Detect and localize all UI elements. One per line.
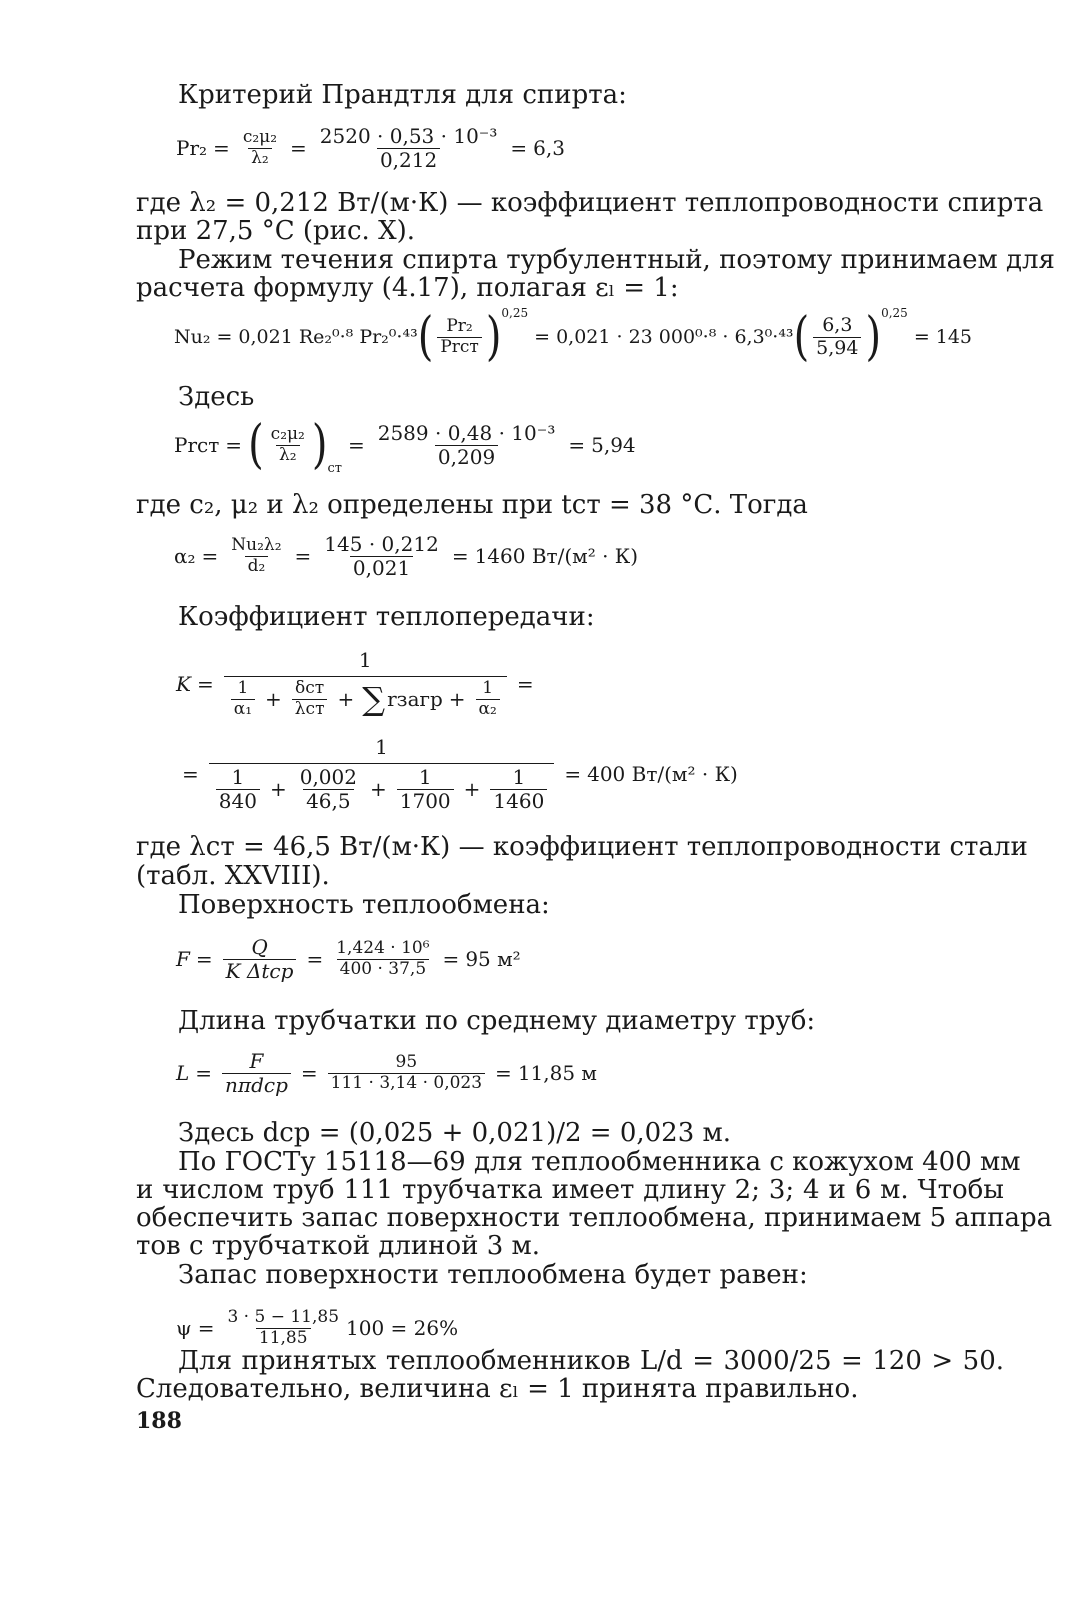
fraction: $\frac{3 \cdot 5 - 11,85}{11,85}$	[227, 1306, 340, 1348]
paragraph-mean-diameter: Здесь dср = (0,025 + 0,021)/2 = 0,023 м.	[178, 1118, 732, 1148]
eq-mid: 0,021 · 23 000⁰·⁸ · 6,3⁰·⁴³	[556, 326, 794, 348]
fraction: 6,3 5,94	[813, 315, 861, 360]
paragraph-conclusion: Следовательно, величина εₗ = 1 принята правильно.	[136, 1374, 859, 1404]
fraction: F nπdср	[222, 1050, 291, 1097]
paragraph-gost: По ГОСТу 15118—69 для теплообменника с кожухом 400 мм	[178, 1147, 1021, 1177]
paragraph-lambda-steel: где λст = 46,5 Вт/(м·К) — коэффициент теплопроводности стали	[136, 832, 1028, 862]
paragraph-regime-cont: расчета формулу (4.17), полагая εₗ = 1:	[136, 273, 679, 303]
paragraph-ld-ratio: Для принятых теплообменников L/d = 3000/25 = 120 > 50.	[178, 1346, 1004, 1376]
equation-k-line1: K = 1 1 α₁ + δст λст + ∑ rзагр + $\frac{1}{\text{α₂}}$ =	[176, 647, 534, 719]
paragraph-reserve: Запас поверхности теплообмена будет равен:	[178, 1260, 808, 1290]
fraction: Pr₂ Prст	[437, 317, 482, 357]
eq-result: 1460 Вт/(м² · К)	[474, 544, 639, 568]
fraction: $\frac{95}{111 \cdot 3,14 \cdot 0,023}$	[328, 1053, 485, 1093]
eq-lhs: F	[176, 947, 190, 971]
fraction: $\frac{\text{Nu₂λ₂}}{\text{d₂}}$	[231, 534, 282, 576]
fraction: $\frac{145 \cdot 0,212}{0,021}$	[324, 531, 439, 580]
equation-l: L = F nπdср = $\frac{95}{111 \cdot 3,14 \cdot 0,023}$ = 11,85 м	[176, 1048, 597, 1097]
eq-result: 400 Вт/(м² · К)	[587, 762, 738, 786]
equation-prst: Prст = ( c₂μ₂ λ₂ ) $_{ст}$ = $\frac{\text{2589 · 0,48 · 10⁻³}}{0,209}$ = 5,94	[174, 415, 636, 476]
equation-f: F = Q K Δtср = $\frac{\text{1,424 · 10⁶}}{400 \cdot 37,5}$ = 95 м²	[176, 934, 521, 983]
paragraph-length: Длина трубчатки по среднему диаметру труб:	[178, 1006, 816, 1036]
equation-psi: ψ = $\frac{3 \cdot 5 - 11,85}{11,85}$ 100 = 26%	[176, 1306, 459, 1348]
eq-lhs: α₂	[174, 544, 196, 568]
paragraph-here: Здесь	[178, 382, 255, 412]
paragraph-surface: Поверхность теплообмена:	[178, 890, 550, 920]
fraction: $\frac{\text{c₂μ₂}}{\text{λ₂}}$	[242, 126, 278, 168]
eq-result: 95 м²	[465, 947, 521, 971]
fraction: Q K Δtср	[223, 936, 297, 983]
fraction: c₂μ₂ λ₂	[270, 423, 305, 465]
eq-result: 5,94	[591, 433, 636, 457]
fraction: $\frac{\text{2520 · 0,53 · 10⁻³}}{0,212}$	[319, 123, 498, 172]
fraction: $\frac{\text{2589 · 0,48 · 10⁻³}}{0,209}$	[377, 420, 556, 469]
eq-result: 100 = 26%	[346, 1316, 459, 1340]
equation-alpha2: α₂ = $\frac{\text{Nu₂λ₂}}{\text{d₂}}$ = $\frac{145 \cdot 0,212}{0,021}$ = 1460 Вт/(м² · К)	[174, 531, 639, 580]
paragraph-gost-cont1: и числом труб 111 трубчатка имеет длину 2; 3; 4 и 6 м. Чтобы	[136, 1175, 1004, 1205]
paragraph-params: где c₂, μ₂ и λ₂ определены при tст = 38 °С. Тогда	[136, 490, 808, 520]
eq-lhs: Prст	[174, 433, 220, 457]
paragraph-gost-cont2: обеспечить запас поверхности теплообмена, принимаем 5 аппара	[136, 1203, 1053, 1233]
fraction: 1 1 α₁ + δст λст + ∑ rзагр + $\frac{1}{\text{α₂}}$	[224, 649, 507, 719]
eq-result: 145	[935, 326, 972, 348]
paragraph-lambda2: где λ₂ = 0,212 Вт/(м·К) — коэффициент теплопроводности спирта	[136, 188, 1044, 218]
eq-result: 6,3	[533, 136, 565, 160]
eq-lhs: Pr₂	[176, 136, 208, 160]
equation-pr2: Pr₂ = $\frac{\text{c₂μ₂}}{\text{λ₂}}$ = $\frac{\text{2520 · 0,53 · 10⁻³}}{0,212}$ = 6,3	[176, 123, 565, 172]
eq-lhs: K	[176, 672, 191, 696]
paragraph-gost-cont3: тов с трубчаткой длиной 3 м.	[136, 1231, 541, 1261]
equation-k-line2: = 1 1 840 + $\frac{0,002}{46,5}$ + $\frac{1}{1700}$ + $\frac{1}{1460}$ = 400 Вт/(м² · К)	[182, 734, 738, 813]
eq-lhs: ψ	[176, 1316, 192, 1340]
eq-lhs: L	[176, 1061, 190, 1085]
eq-result: 11,85 м	[517, 1061, 597, 1085]
paragraph-lambda2-cont: при 27,5 °С (рис. X).	[136, 216, 416, 246]
paragraph-prandtl: Критерий Прандтля для спирта:	[178, 80, 627, 110]
eq-lhs: Nu₂	[174, 326, 211, 348]
paragraph-heat-transfer: Коэффициент теплопередачи:	[178, 602, 595, 632]
fraction: 1 1 840 + $\frac{0,002}{46,5}$ + $\frac{1}{1700}$ + $\frac{1}{1460}$	[209, 736, 555, 813]
page-number: 188	[136, 1408, 182, 1434]
fraction: $\frac{\text{1,424 · 10⁶}}{400 \cdot 37,5}$	[336, 937, 430, 979]
equation-nu2: Nu₂ = 0,021 Re₂⁰·⁸ Pr₂⁰·⁴³ ( Pr₂ Prст ) $^{0,25}$ = 0,021 · 23 000⁰·⁸ · 6,3⁰·⁴³ ( 6,3 5,94 ) $^{0,25}$ = 145	[174, 306, 972, 367]
paragraph-regime: Режим течения спирта турбулентный, поэтому принимаем для	[178, 245, 1055, 275]
paragraph-lambda-steel-cont: (табл. XXVIII).	[136, 861, 330, 891]
eq-expr: 0,021 Re₂⁰·⁸ Pr₂⁰·⁴³	[238, 326, 418, 348]
